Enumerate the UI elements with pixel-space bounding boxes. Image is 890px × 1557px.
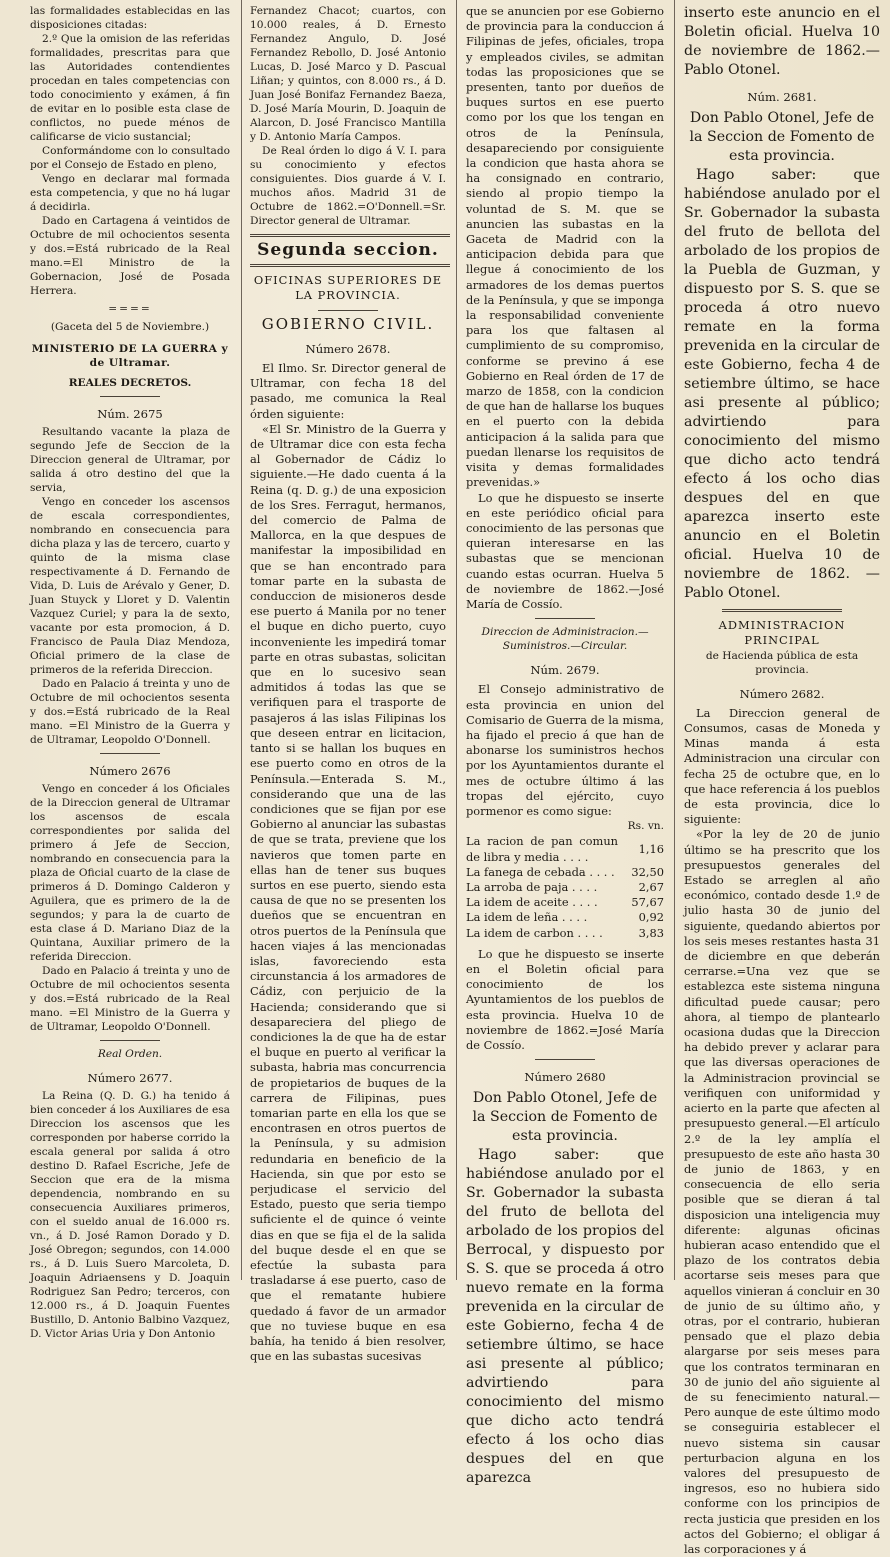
divider — [100, 1040, 160, 1041]
gaceta-note: (Gaceta del 5 de Noviembre.) — [50, 321, 210, 333]
divider — [100, 396, 160, 397]
table-row — [466, 834, 664, 864]
table-row — [466, 895, 664, 910]
column-rule — [241, 0, 242, 1280]
paragraph: Don Pablo Otonel, Jefe de la Seccion de Fomento de esta provincia. — [472, 1090, 658, 1145]
column-rule — [456, 0, 457, 1280]
subsection-subtitle: de Hacienda pública de esta provincia. — [705, 649, 859, 676]
table-row — [466, 926, 664, 941]
section-heading: Real Orden. — [97, 1048, 163, 1060]
subsection-title: GOBIERNO CIVIL. — [261, 314, 435, 333]
price-item: La arroba de paja . . . . — [466, 879, 598, 894]
paragraph: «El Sr. Ministro de la Guerra y de Ultramar dice con esta fecha al Gobernador de Cádiz lo siguiente.—He dado cuenta á la Reina (q. D. g.) de una exposicion de los Sres. Ferragut, hermanos, del comercio de Palma de Mallorca, en la que despues de manifestar la imposibilidad en que se han encontrado para tomar parte en la subasta de conduccion de misioneros desde ese puerto á Manila por no tener el buque en dicho puerto, cuyo inconveniente les impedirá tomar parte en otras subastas, solicitan que en lo sucesivo sean admitidos á todas las que se verifiquen para el trasporte de pasajeros á las islas Filipinas los que deseen entrar en licitacion, tanto si se hallan los buques en ese puerto como en otros de la Península.—Enterada S. M., considerando que una de las condiciones que se fijan por ese Gobierno al anunciar las subastas de que se trata, previene que los navieros que tomen parte en ellas han de tener sus buques surtos en ese puerto, siendo esta causa de que no se presenten los dueños que se encuentran en otros puertos de la Península que hacen viajes á las mencionadas islas, favoreciendo esta circunstancia á los armadores de Cádiz, con perjuicio de la Hacienda; considerando que si desapareciera del pliego de condiciones la de que ha de estar el buque en puerto al verificar la subasta, habria mas concurrencia de propietarios de buques de la carrera de Filipinas, pues tomarian parte en ella los que se encontrasen en otros puertos de la Península, y su admision redundaria en beneficio de la Hacienda, sin que por esto se perjudicase el servicio del Estado, puesto que seria tiempo suficiente el de quince ó veinte dias en que se fija el de la salida del buque desde el en que se efectúe la subasta para trasladarse á ese puerto, caso de que el rematante hubiere quedado á favor de un armador que no tuviese buque en esa bahía, ha tenido á bien resolver, que en las subastas sucesivas — [250, 421, 446, 1364]
paragraph: «Por la ley de 20 de junio último se ha prescrito que los presupuestos generales del Estado se arreglen al año económico, contado desde 1.º de julio hasta 30 de junio del siguiente, quedando abiertos por los seis meses restantes hasta 31 de diciembre en que deberán cerrarse.=Una vez que se establezca este sistema ninguna dificultad puede causar; pero ahora, al tiempo de plantearlo ocasiona dudas que la Direccion ha debido prever y aclarar para que las diversas operaciones de la Administracion provincial se verifiquen con uniformidad y acierto en la parte que afecten al presupuesto general.—El artículo 2.º de la ley amplía el presupuesto de este año hasta 30 de junio de 1863, y en consecuencia de ello seria posible que se dieran á tal disposicion una inteligencia muy diferente: algunas oficinas hubieran acaso entendido que el plazo de los contratos debia acortarse seis meses para que aquellos vinieran á concluir en 30 de junio de su último año, y otras, por el contrario, hubieran pensado que el plazo debia alargarse por seis meses para que los contratos terminaran en 30 de junio del año siguiente al de su fenecimiento natural.—Pero aunque de este último modo se conseguiria establecer el nuevo sistema sin causar perturbacion alguna en los valores del presupuesto de ingresos, eso no hubiera sido conforme con los principios de recta justicia que presiden en los actos del Gobierno; el obligar á las corporaciones y á — [684, 827, 881, 1556]
paragraph: Vengo en conceder á los Oficiales de la Direccion general de Ultramar los ascensos de escala correspondientes por salida del primero á Jefe de Seccion, nombrando en consecuencia para la plaza de Oficial cuarto de la clase de primeros á D. Domingo Calderon y Aguilera, que es primero de la de segundos; y para la de cuarto de esta clase á D. Mariano Diaz de la Quintana, Auxiliar primero de la referida Direccion. — [30, 783, 230, 963]
separator: ==== — [108, 303, 152, 315]
price-value: 2,67 — [638, 879, 664, 894]
table-row — [466, 910, 664, 925]
table-row — [466, 865, 664, 880]
table-row — [466, 880, 664, 895]
price-item: La racion de pan comun de libra y media . . . . — [466, 834, 618, 864]
price-item: La fanega de cebada . . . . — [466, 864, 615, 879]
price-item: La idem de carbon . . . . — [466, 925, 603, 940]
paragraph: De Real órden lo digo á V. I. para su conocimiento y efectos consiguientes. Dios guarde á V. I. muchos años. Madrid 31 de Octubre de 1862.=O'Donnell.=Sr. Director general de Ultramar. — [250, 145, 446, 227]
item-number: Número 2677. — [87, 1071, 173, 1085]
paragraph: Vengo en declarar mal formada esta competencia, y que no há lugar á decidirla. — [30, 173, 230, 213]
column-1 — [30, 4, 230, 1340]
column-3 — [466, 4, 664, 1487]
price-value: 32,50 — [631, 864, 664, 879]
paragraph: La Direccion general de Consumos, casas de Moneda y Minas manda á esta Administracion una circular con fecha 25 de octubre que, en lo que hace referencia á los pueblos de esta provincia, dice lo siguiente: — [684, 705, 880, 827]
section-title: Segunda seccion. — [257, 240, 439, 260]
paragraph: las formalidades establecidas en las disposiciones citadas: — [30, 5, 230, 31]
price-table — [466, 834, 664, 940]
paragraph: Dado en Palacio á treinta y uno de Octubre de mil ochocientos sesenta y dos.=Está rubricado de la Real mano. =El Ministro de la Guerra y de Ultramar, Leopoldo O'Donnell. — [30, 965, 230, 1033]
item-number: Número 2678. — [305, 341, 391, 356]
subsection-title: Direccion de Administracion.—Suministros.—Circular. — [481, 626, 649, 653]
item-number: Número 2682. — [739, 686, 825, 701]
price-value: 57,67 — [631, 895, 664, 910]
paragraph: Hago saber: que habiéndose anulado por el Sr. Gobernador la subasta del fruto de bellota del arbolado de los propios del Berrocal, y dispuesto por S. S. que se proceda á otro nuevo remate en la forma prevenida en la circular de este Gobierno, fecha 4 de setiembre último, se hace asi presente al público; advirtiendo para conocimiento del mismo que dicho acto tendrá efecto á los ocho dias despues del en que aparezca — [466, 1147, 664, 1487]
item-number: Número 2680 — [524, 1070, 606, 1085]
item-number: Número 2676 — [89, 764, 171, 778]
price-value: 1,16 — [638, 841, 664, 856]
column-4 — [684, 4, 881, 1556]
subsection-title: OFICINAS SUPERIORES DE LA PROVINCIA. — [253, 273, 443, 303]
divider — [722, 609, 842, 612]
paragraph: Hago saber: que habiéndose anulado por el Sr. Gobernador la subasta del fruto de bellota del arbolado de los propios de la Puebla de Guzman, y dispuesto por S. S. que se proceda á otro nuevo remate en la forma prevenida en la circular de este Gobierno, fecha 4 de setiembre último, se hace asi presente al público; advirtiendo para conocimiento del mismo que dicho acto tendrá efecto á los ocho dias despues del en que aparezca inserto este anuncio en el Boletin oficial. Huelva 10 de noviembre de 1862. —Pablo Otonel. — [684, 167, 880, 602]
paragraph: Fernandez Chacot; cuartos, con 10.000 reales, á D. Ernesto Fernandez Angulo, D. José Fernandez Rebollo, D. José Antonio Lucas, D. José Marco y D. Pascual Liñan; y quintos, con 8.000 rs., á D. Juan José Bonifaz Fernandez Baeza, D. José María Mourin, D. Joaquin de Alarcon, D. José Francisco Mantilla y D. Antonio María Campos. — [250, 5, 446, 143]
divider — [100, 753, 160, 754]
paragraph: El Consejo administrativo de esta provincia en union del Comisario de Guerra de la misma, ha fijado el precio á que han de abonarse los suministros hechos por los Ayuntamientos durante el mes de octubre último á las tropas del ejército, cuyo pormenor es como sigue: — [466, 682, 664, 818]
price-value: 3,83 — [638, 925, 664, 940]
paragraph: Vengo en conceder los ascensos de escala correspondientes, nombrando en consecuencia para dicha plaza y las de tercero, cuarto y quinto de la misma clase respectivamente á D. Fernando de Vida, D. Luis de Arévalo y Gener, D. Juan Stuyck y Lloret y D. Valentin Vazquez Curiel; y para la de sexto, vacante por esta promocion, á D. Francisco de Paula Diaz Mendoza, Oficial primero de la clase de primeros de la referida Direccion. — [30, 496, 230, 676]
column-rule — [674, 0, 675, 1280]
section-heading: REALES DECRETOS. — [68, 377, 192, 389]
paragraph: Lo que he dispuesto se inserte en este periódico oficial para conocimiento de las personas que quieran interesarse en las subastas que se mencionan cuando estas ocurran. Huelva 5 de noviembre de 1862.—José María de Cossío. — [466, 490, 664, 611]
paragraph: 2.º Que la omision de las referidas formalidades, prescritas para que las Autoridades contendientes procedan en tales competencias con todo conocimiento y exámen, á fin de evitar en lo posible esta clase de conflictos, no puede ménos de calificarse de vicio sustancial; — [30, 33, 230, 143]
price-value: 0,92 — [638, 910, 664, 925]
subsection-title: ADMINISTRACION PRINCIPAL — [718, 618, 846, 648]
paragraph: Dado en Cartagena á veintidos de Octubre de mil ochocientos sesenta y dos.=Está rubricado de la Real mano.=El Ministro de la Gobernacion, José de Posada Herrera. — [30, 215, 230, 297]
paragraph: Resultando vacante la plaza de segundo Jefe de Seccion de la Direccion general de Ultramar, por salida á otro destino del que la servia, — [30, 426, 230, 494]
item-number: Núm. 2681. — [747, 90, 817, 104]
column-2 — [250, 4, 446, 1364]
paragraph: inserto este anuncio en el Boletin oficial. Huelva 10 de noviembre de 1862.—Pablo Otonel. — [684, 5, 880, 78]
price-unit-caption: Rs. vn. — [627, 820, 664, 833]
paragraph: Dado en Palacio á treinta y uno de Octubre de mil ochocientos sesenta y dos.=Está rubricado de la Real mano. =El Ministro de la Guerra y de Ultramar, Leopoldo O'Donnell. — [30, 678, 230, 746]
paragraph: Don Pablo Otonel, Jefe de la Seccion de Fomento de esta provincia. — [689, 110, 875, 165]
item-number: Núm. 2679. — [530, 663, 600, 678]
divider — [535, 1059, 595, 1060]
divider — [250, 264, 450, 267]
divider — [250, 234, 450, 237]
paragraph: Lo que he dispuesto se inserte en el Boletin oficial para conocimiento de los Ayuntamientos de los pueblos de esta provincia. Huelva 10 de noviembre de 1862.=José María de Cossío. — [466, 946, 664, 1052]
price-item: La idem de leña . . . . — [466, 910, 588, 925]
item-number: Núm. 2675 — [97, 407, 163, 421]
ministry-heading: MINISTERIO DE LA GUERRA y de Ultramar. — [31, 343, 229, 369]
paragraph: que se anuncien por ese Gobierno de provincia para la conduccion á Filipinas de jefes, oficiales, tropa y empleados civiles, se admitan todas las proposiciones que se presenten, tanto por dueños de buques surtos en ese puerto como por los que los tengan en otros de la Península, desapareciendo por consiguiente la condicion que hasta ahora se ha consignado en contrario, siendo al propio tiempo la voluntad de S. M. que se anuncien las subastas en la Gaceta de Madrid con la anticipacion debida para que llegue á conocimiento de los armadores de los demas puertos de la Península, y que se imponga la responsabilidad conveniente para los que faltasen al cumplimiento de su compromiso, conforme se previno á ese Gobierno en Real órden de 17 de marzo de 1858, con la condicion de que han de hallarse los buques en el puerto con la debida anticipacion á la salida para que puedan llenarse los requisitos de visita y demas formalidades prevenidas.» — [466, 4, 664, 490]
paragraph: El Ilmo. Sr. Director general de Ultramar, con fecha 18 del pasado, me comunica la Real órden siguiente: — [250, 361, 446, 421]
divider — [318, 310, 378, 311]
price-item: La idem de aceite . . . . — [466, 895, 598, 910]
divider — [535, 618, 595, 619]
paragraph: Conformándome con lo consultado por el Consejo de Estado en pleno, — [30, 145, 230, 171]
paragraph: La Reina (Q. D. G.) ha tenido á bien conceder á los Auxiliares de esa Direccion los ascensos que les corresponden por haberse corrido la escala general por salida á otro destino D. Rafael Escriche, Jefe de Seccion que era de la misma dependencia, nombrando en su consecuencia Auxiliares primeros, con el sueldo anual de 16.000 rs. vn., á D. José Ramon Dorado y D. José Obregon; segundos, con 14.000 rs., á D. Luis Suero Marcoleta, D. Joaquin Adriaensens y D. Joaquin Rodriguez San Pedro; terceros, con 12.000 rs., á D. Joaquin Fuentes Bustillo, D. Antonio Balbino Vazquez, D. Victor Arias Uria y Don Antonio — [30, 1090, 230, 1340]
